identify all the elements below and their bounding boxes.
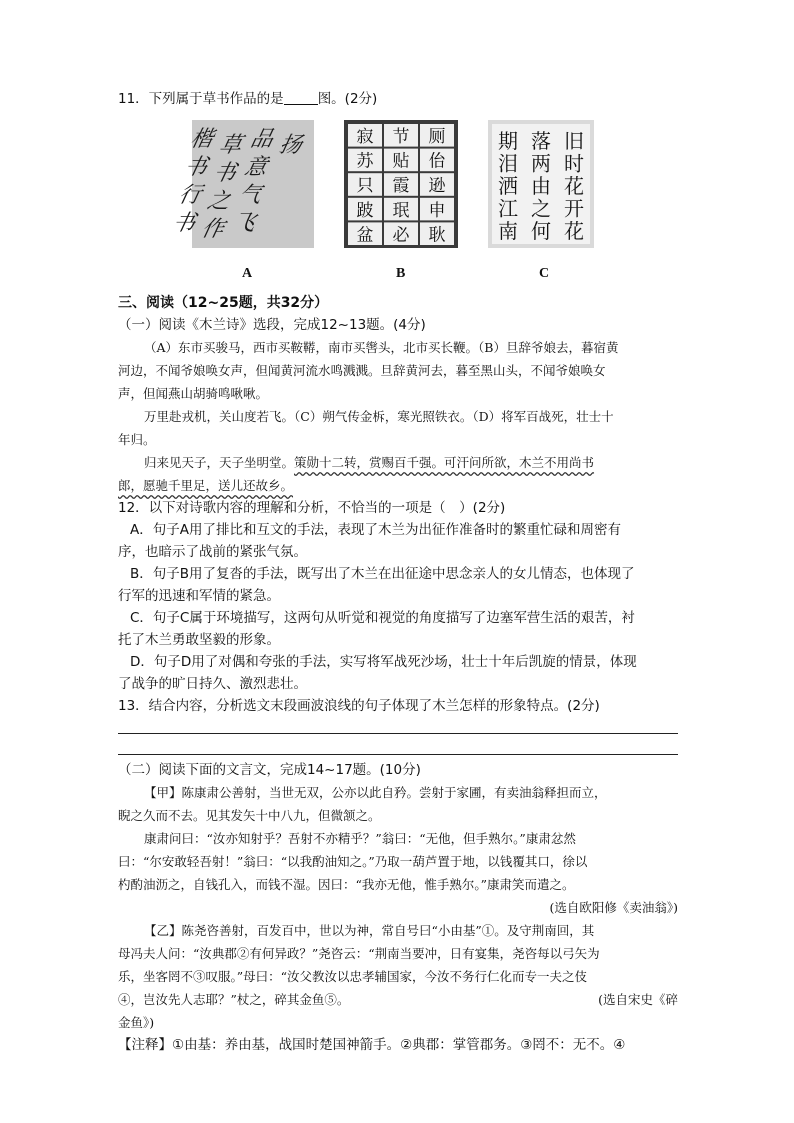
calligraphy-glyph: 期 [498, 129, 518, 153]
option-a-label: A [242, 266, 253, 281]
option-b-label: B [396, 266, 406, 281]
calligraphy-glyph: 书 [170, 210, 198, 236]
calligraphy-glyph: 飞 [230, 210, 258, 236]
calligraphy-glyph: 书 [182, 154, 210, 180]
calligraphy-glyph: 南 [498, 219, 518, 243]
poem-line: 声，但闻燕山胡骑鸣啾啾。 [118, 386, 269, 401]
q11-text: 11．下列属于草书作品的是 [118, 91, 284, 107]
calligraphy-glyph: 两 [531, 151, 551, 176]
answer-blank[interactable] [284, 90, 318, 105]
calligraphy-glyph: 时 [564, 151, 584, 176]
calligraphy-glyph: 盆 [356, 225, 374, 246]
part-1-intro: （一）阅读《木兰诗》选段，完成12~13题。(4分) [118, 317, 426, 333]
question-11 [118, 88, 678, 110]
question-13-stem: 13．结合内容，分析选文末段画波浪线的句子体现了木兰怎样的形象特点。(2分) [118, 698, 600, 714]
calligraphy-glyph: 珉 [392, 200, 410, 221]
calligraphy-glyph: 只 [356, 176, 374, 197]
poem-line: 年归。 [118, 432, 156, 447]
option-c-label: C [539, 266, 550, 281]
q11-suffix: 图。(2分) [317, 91, 378, 107]
classical-text-line: 乐，坐客罔不③叹服。”母曰：“汝父教汝以忠孝辅国家，今汝不务行仁化而专一夫之伎 [118, 969, 588, 984]
calligraphy-glyph: 气 [236, 182, 264, 208]
q12-option-b: B．句子B用了复沓的手法，既写出了木兰在出征途中思念亲人的女儿情态，也体现了 [130, 566, 635, 582]
poem-line [118, 451, 678, 474]
q12-option-c-cont: 托了木兰勇敢坚毅的形象。 [118, 632, 280, 648]
classical-text-line: 【乙】陈尧咨善射，百发百中，世以为神，常自号曰“小由基”①。及守荆南回，其 [144, 923, 595, 938]
calligraphy-glyph: 之 [531, 196, 551, 221]
answer-line[interactable] [118, 719, 678, 734]
classical-text-line: 杓酌油沥之，自钱孔入，而钱不湿。因曰：“我亦无他，惟手熟尔。”康肃笑而遣之。 [118, 877, 575, 892]
calligraphy-glyph: 花 [564, 219, 584, 243]
calligraphy-glyph: 寂 [356, 127, 374, 147]
poem-line: 河边，不闻爷娘唤女声，但闻黄河流水鸣溅溅。旦辞黄河去，暮至黑山头，不闻爷娘唤女 [118, 363, 606, 378]
classical-text-line [118, 988, 678, 1011]
calligraphy-image-b [344, 120, 458, 248]
calligraphy-glyph: 必 [392, 225, 410, 246]
classical-text: ④，岂汝先人志耶？”杖之，碎其金鱼⑤。 [118, 992, 350, 1007]
calligraphy-glyph: 落 [531, 129, 551, 153]
annotation-note: 【注释】①由基：养由基，战国时楚国神箭手。②典郡：掌管郡务。③罔不：无不。④ [118, 1037, 626, 1053]
q12-option-a: A．句子A用了排比和互文的手法，表现了木兰为出征作准备时的繁重忙碌和周密有 [130, 522, 621, 538]
calligraphy-glyph: 申 [428, 200, 446, 221]
q12-option-a-cont: 序，也暗示了战前的紧张气氛。 [118, 544, 307, 560]
calligraphy-glyph: 江 [498, 196, 518, 221]
calligraphy-glyph: 佁 [428, 151, 446, 172]
calligraphy-glyph: 花 [564, 174, 584, 198]
calligraphy-glyph: 书 [210, 160, 239, 186]
poem-line: （A）东市买骏马，西市买鞍鞯，南市买辔头，北市买长鞭。（B）旦辞爷娘去，暮宿黄 [144, 340, 619, 355]
classical-text-line: 【甲】陈康肃公善射，当世无双，公亦以此自矜。尝射于家圃，有卖油翁释担而立， [144, 785, 607, 800]
calligraphy-glyph: 泪 [498, 151, 518, 176]
calligraphy-glyph: 之 [205, 188, 233, 214]
calligraphy-glyph: 品 [248, 126, 276, 152]
calligraphy-glyph: 作 [199, 216, 227, 242]
document-page [118, 88, 678, 1056]
calligraphy-image-c [488, 120, 594, 248]
calligraphy-glyph: 由 [531, 174, 551, 198]
calligraphy-glyph: 逊 [428, 176, 446, 197]
calligraphy-image-a [170, 120, 314, 248]
calligraphy-glyph: 洒 [498, 174, 518, 198]
poem-line: 万里赴戎机，关山度若飞。（C）朔气传金柝，寒光照铁衣。（D）将军百战死，壮士十 [144, 409, 614, 424]
calligraphy-glyph: 霞 [392, 176, 410, 197]
q12-option-d: D．句子D用了对偶和夸张的手法，实写将军战死沙场，壮士十年后凯旋的情景，体现 [130, 654, 637, 670]
q12-option-c: C．句子C属于环境描写，这两句从听觉和视觉的角度描写了边塞军营生活的艰苦，衬 [130, 610, 635, 626]
calligraphy-glyph: 开 [564, 196, 584, 221]
part-2-intro: （二）阅读下面的文言文，完成14~17题。(10分) [118, 762, 421, 778]
calligraphy-glyph: 跛 [356, 200, 374, 221]
source-citation: (选自欧阳修《卖油翁》) [549, 900, 678, 915]
calligraphy-glyph: 行 [176, 182, 204, 208]
poem-line [118, 474, 678, 497]
source-citation: (选自宋史《碎 [598, 992, 678, 1007]
calligraphy-glyph: 厕 [428, 127, 446, 147]
q12-option-b-cont: 行军的迅速和军情的紧急。 [118, 588, 280, 604]
classical-text-line: 睨之久而不去。见其发矢十中八九，但微颔之。 [118, 808, 381, 823]
calligraphy-glyph: 扬 [276, 132, 305, 158]
calligraphy-glyph: 草 [216, 132, 245, 158]
section-3-title: 三、阅读（12~25题，共32分） [118, 295, 329, 311]
calligraphy-glyph: 楷 [188, 126, 216, 152]
calligraphy-glyph: 耿 [428, 225, 446, 246]
calligraphy-glyph: 旧 [564, 129, 584, 153]
question-12-stem: 12．以下对诗歌内容的理解和分析，不恰当的一项是（ ）(2分) [118, 500, 506, 516]
answer-line[interactable] [118, 740, 678, 755]
classical-text-line: 母冯夫人问：“汝典郡②有何异政？”尧咨云：“荆南当要冲，日有宴集，尧咨每以弓矢为 [118, 946, 600, 961]
calligraphy-glyph: 节 [392, 127, 410, 147]
calligraphy-images [118, 116, 678, 266]
source-citation-cont: 金鱼》) [118, 1015, 155, 1030]
calligraphy-glyph: 苏 [356, 151, 374, 172]
calligraphy-glyph: 意 [242, 154, 270, 180]
poem-text: 归来见天子，天子坐明堂。 [144, 455, 295, 470]
classical-text-line: 康肃问曰：“汝亦知射乎？吾射不亦精乎？”翁曰：“无他，但手熟尔。”康肃忿然 [144, 831, 576, 846]
calligraphy-glyph: 贴 [392, 151, 410, 172]
wavy-underlined-text: 郎，愿驰千里足，送儿还故乡。 [118, 478, 294, 493]
q12-option-d-cont: 了战争的旷日持久、激烈悲壮。 [118, 676, 307, 692]
calligraphy-glyph: 何 [531, 219, 551, 243]
wavy-underlined-text: 策勋十二转，赏赐百千强。可汗问所欲，木兰不用尚书 [294, 455, 595, 470]
classical-text-line: 曰：“尔安敢轻吾射！”翁曰：“以我酌油知之。”乃取一葫芦置于地，以钱覆其口，徐以 [118, 854, 588, 869]
